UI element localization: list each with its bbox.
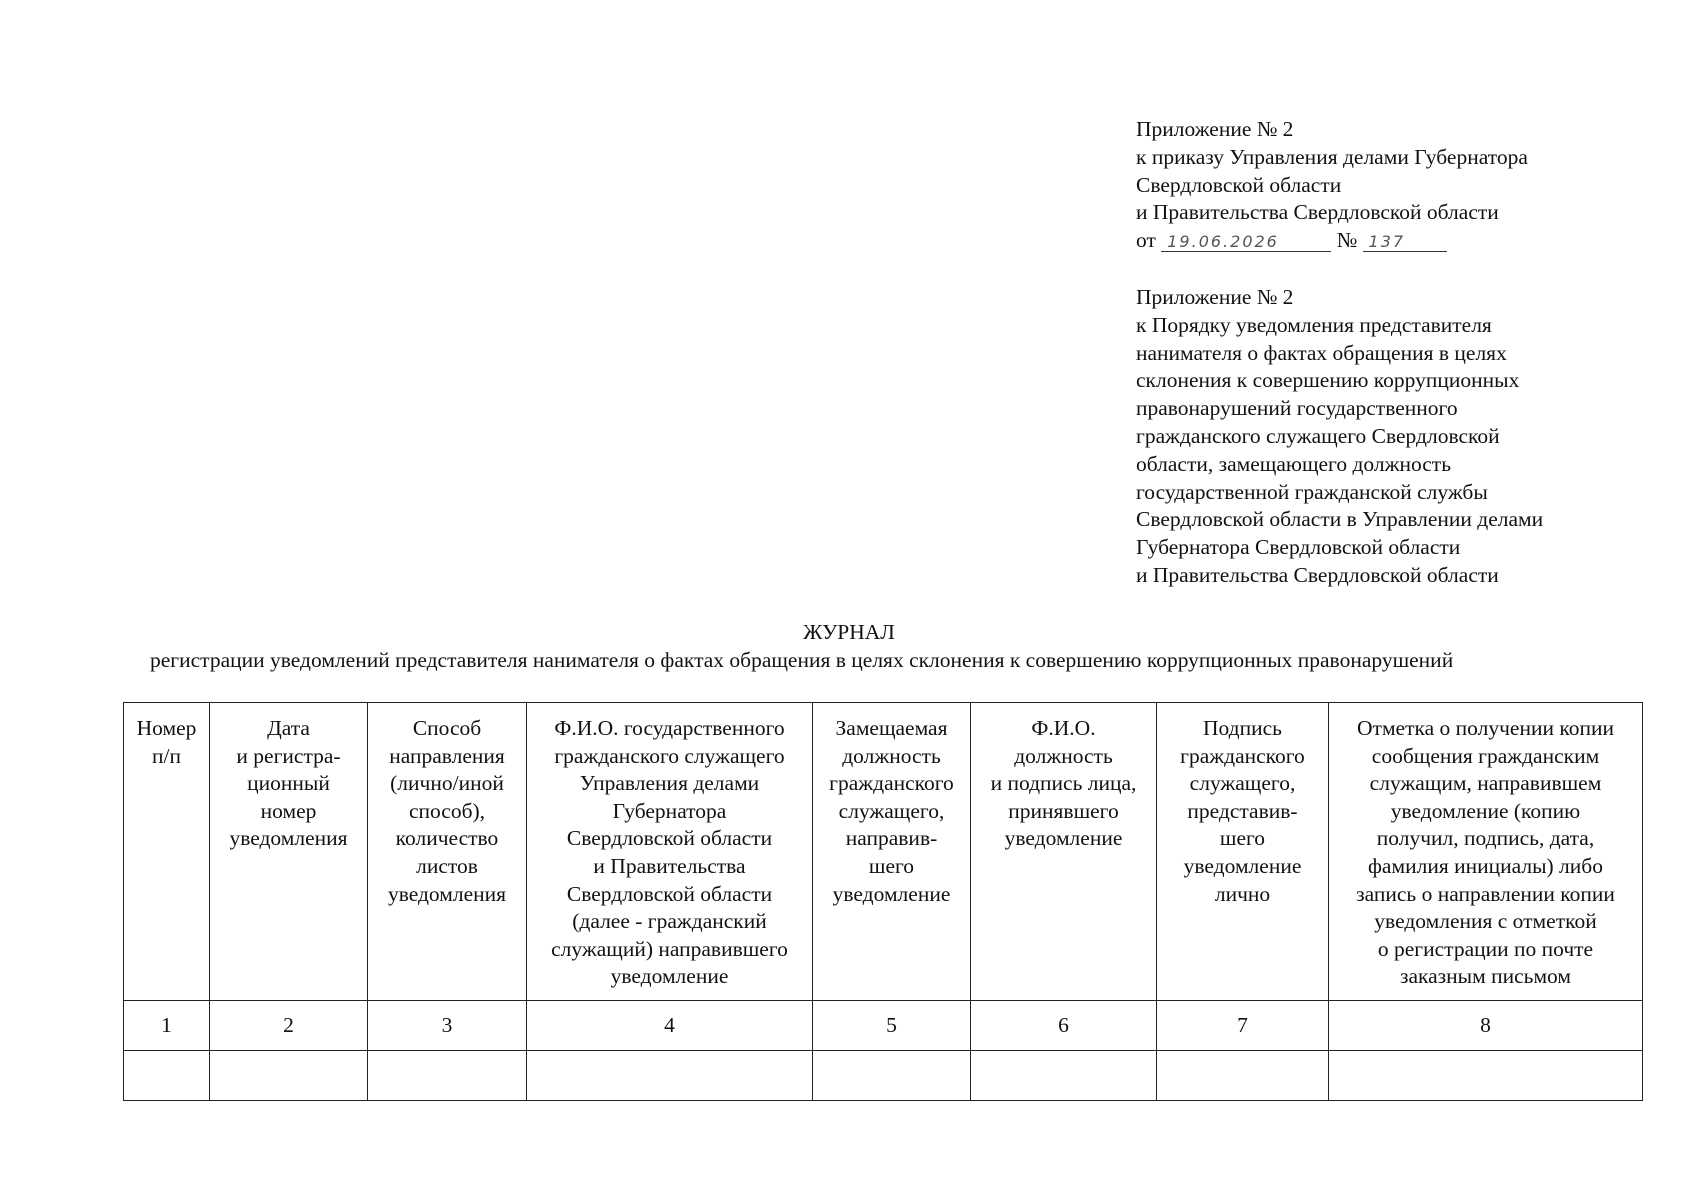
empty-cell [1157,1051,1329,1101]
appendix-line: правонарушений государственного [1136,396,1458,421]
column-number-row [124,1001,1643,1051]
registration-journal-table [123,702,1643,1101]
appendix-line: Свердловской области в Управлении делами [1136,507,1544,532]
appendix-line: гражданского служащего Свердловской [1136,423,1500,448]
empty-cell [210,1051,368,1101]
header-cell-date: Дата и регистра- ционный номер уведомления [210,703,368,1001]
order-date-number-line [1136,227,1528,255]
order-appendix-block [1136,116,1528,255]
appendix-line: Свердловской области [1136,172,1342,197]
appendix-line: Губернатора Свердловской области [1136,535,1461,560]
date-field [1161,229,1331,252]
appendix-line: и Правительства Свердловской области [1136,200,1499,225]
appendix-line: Приложение № 2 [1136,285,1294,309]
appendix-line: нанимателя о фактах обращения в целях [1136,340,1507,365]
column-number: 5 [813,1001,971,1051]
journal-title: ЖУРНАЛ [803,620,895,644]
empty-cell [527,1051,813,1101]
date-prefix: от [1136,228,1156,253]
appendix-line: области, замещающего должность [1136,451,1451,476]
column-number: 1 [124,1001,210,1051]
empty-cell [124,1051,210,1101]
number-sign: № [1336,228,1358,253]
column-number: 2 [210,1001,368,1051]
table-header-row [124,703,1643,1001]
appendix-line: государственной гражданской службы [1136,479,1488,504]
header-cell-signature: Подпись гражданского служащего, представив- шего уведомление лично [1157,703,1329,1001]
handwritten-number: 137 [1368,232,1406,252]
empty-entry-row [124,1051,1643,1101]
empty-cell [368,1051,527,1101]
number-field [1363,229,1447,252]
header-cell-method: Способ направления (лично/иной способ), количество листов уведомления [368,703,527,1001]
empty-cell [813,1051,971,1101]
empty-cell [971,1051,1157,1101]
header-cell-employee-name: Ф.И.О. государственного гражданского служащего Управления делами Губернатора Свердловской области и Правительства Свердловской области (далее - гражданский служащий) направившего уведомление [527,703,813,1001]
column-number: 7 [1157,1001,1329,1051]
handwritten-date: 19.06.2026 [1167,232,1279,252]
appendix-line: и Правительства Свердловской области [1136,562,1499,587]
journal-subtitle: регистрации уведомлений представителя нанимателя о фактах обращения в целях склонения к совершению коррупционных правонарушений [150,648,1454,672]
procedure-appendix-block [1136,284,1543,590]
column-number: 8 [1329,1001,1643,1051]
column-number: 6 [971,1001,1157,1051]
appendix-line: Приложение № 2 [1136,117,1294,141]
appendix-line: к приказу Управления делами Губернатора [1136,144,1528,169]
appendix-line: к Порядку уведомления представителя [1136,312,1492,337]
header-cell-receiver: Ф.И.О. должность и подпись лица, принявшего уведомление [971,703,1157,1001]
header-cell-position: Замещаемая должность гражданского служащего, направив- шего уведомление [813,703,971,1001]
column-number: 4 [527,1001,813,1051]
column-number: 3 [368,1001,527,1051]
appendix-line: склонения к совершению коррупционных [1136,368,1520,393]
empty-cell [1329,1051,1643,1101]
header-cell-number: Номер п/п [124,703,210,1001]
header-cell-copy-mark: Отметка о получении копии сообщения гражданским служащим, направившем уведомление (копию получил, подпись, дата, фамилия инициалы) либо запись о направлении копии уведомления с отметкой о регистрации по почте заказным письмом [1329,703,1643,1001]
